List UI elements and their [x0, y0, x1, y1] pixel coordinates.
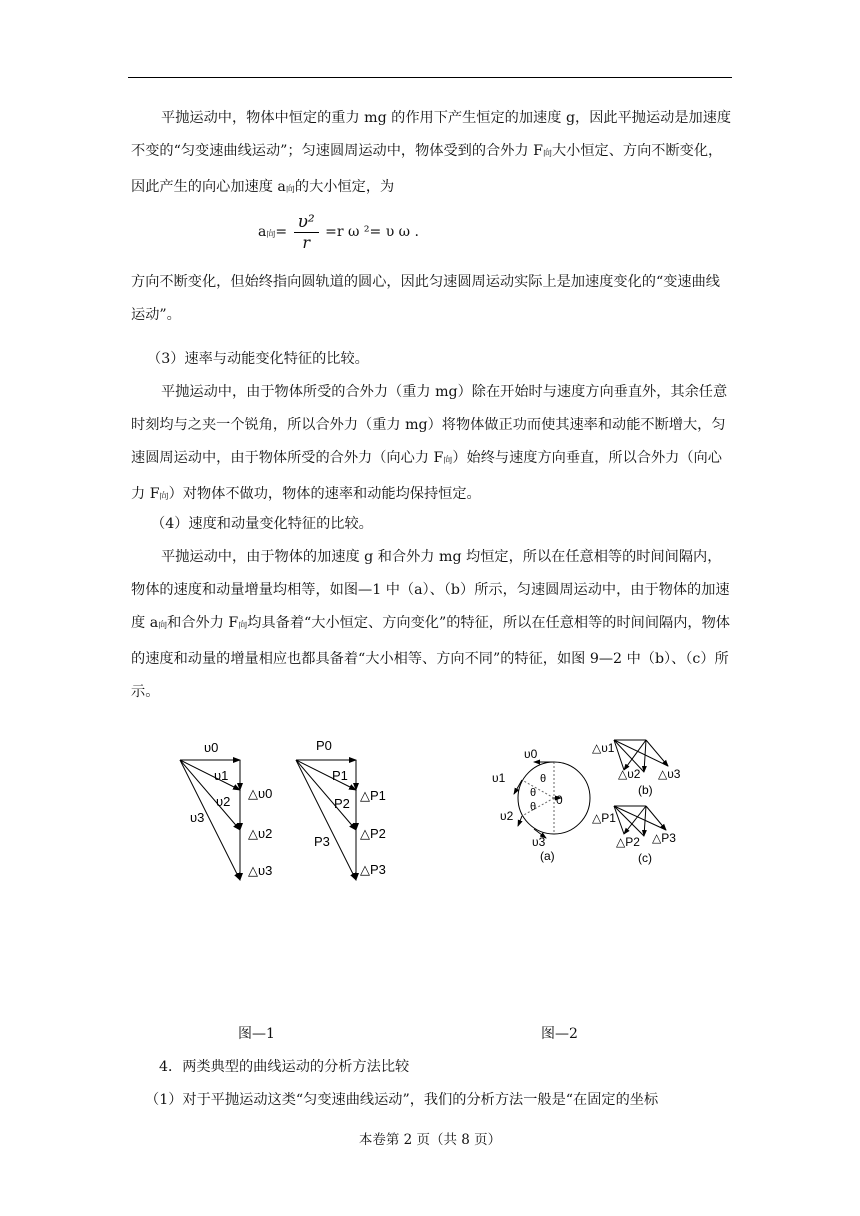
label-a-v1: υ1	[492, 771, 506, 785]
heading-3: （3）速率与动能变化特征的比较。	[147, 351, 369, 367]
formula: $a_向=$ $\frac{\text{υ²}}{r}$ =r ω ²= υ ω .	[258, 212, 419, 252]
label-b-dv2: △υ2	[618, 767, 641, 781]
paragraph-5: （1）对于平抛运动这类“匀变速曲线运动”，我们的分析方法一般是“在固定的坐标	[145, 1092, 659, 1108]
label-b-dv1: △υ1	[592, 741, 615, 755]
label-dv2: △υ2	[248, 826, 273, 841]
figure-1	[170, 730, 410, 890]
heading-section-4: 4．两类典型的曲线运动的分析方法比较	[159, 1059, 410, 1075]
paragraph-3: 平抛运动中，由于物体所受的合外力（重力 mg）除在开始时与速度方向垂直外，其余任意时刻均与之夹一个锐角，所以合外力（重力 mg）将物体做正功而使其速率和动能不断增大，匀速圆周运动中，由于物体所受的合外力（向心力 $F_向$）始终与速度方向垂直，所以合外力（向心力 $F_向$）对物体不做功，物体的速率和动能均保持恒定。	[131, 384, 728, 502]
label-c-dp2: △P2	[616, 835, 640, 849]
label-a-center: 0	[556, 793, 563, 807]
label-dp2: △P2	[360, 826, 386, 841]
label-a-v3: υ3	[532, 835, 546, 849]
label-a-theta3: θ	[530, 801, 537, 813]
label-v1: υ1	[214, 768, 229, 783]
label-dv0: △υ0	[248, 786, 273, 801]
label-a-v0: υ0	[524, 747, 538, 761]
paragraph-2: 方向不断变化，但始终指向圆轨道的圆心，因此匀速圆周运动实际上是加速度变化的“变速曲线运动”。	[131, 274, 720, 323]
figure-2	[486, 730, 726, 880]
page-footer: 本卷第 2 页（共 8 页）	[358, 1132, 502, 1148]
heading-4: （4）速度和动量变化特征的比较。	[151, 516, 373, 532]
label-a-part: (a)	[540, 849, 555, 863]
paragraph-4: 平抛运动中，由于物体的加速度 g 和合外力 mg 均恒定，所以在任意相等的时间间隔内，物体的速度和动量增量均相等，如图—1 中（a）、（b）所示，匀速圆周运动中，由于物体的加速度 $a_向$和合外力 $F_向$均具备着“大小恒定、方向变化”的特征，所以在任意相等的时间间隔内，物体的速度和动量的增量相应也都具备着“大小相等、方向不同”的特征，如图 9—2 中（b）、（c）所示。	[131, 549, 730, 700]
label-a-theta2: θ	[530, 787, 537, 799]
label-p0: P0	[316, 738, 332, 753]
label-dp3: △P3	[360, 862, 386, 877]
fraction: $\frac{\text{υ²}}{r}$	[294, 212, 319, 252]
label-b-dv3: △υ3	[658, 767, 681, 781]
label-p2: P2	[334, 796, 350, 811]
label-dp1: △P1	[360, 788, 386, 803]
label-c-part: (c)	[638, 851, 652, 865]
label-a-v2: υ2	[500, 809, 514, 823]
label-p1: P1	[332, 768, 348, 783]
label-dv3: △υ3	[248, 863, 273, 878]
figure-1-caption: 图—1	[238, 1026, 275, 1042]
label-v0: υ0	[204, 740, 219, 755]
label-b-part: (b)	[638, 783, 653, 797]
label-v2: υ2	[216, 794, 231, 809]
label-c-dp3: △P3	[652, 831, 676, 845]
figure-2-caption: 图—2	[541, 1026, 578, 1042]
header-rule	[128, 77, 732, 78]
label-v3: υ3	[190, 810, 205, 825]
label-c-dp1: △P1	[592, 811, 616, 825]
label-p3: P3	[314, 834, 330, 849]
label-a-theta1: θ	[540, 773, 547, 785]
paragraph-1: 平抛运动中，物体中恒定的重力 mg 的作用下产生恒定的加速度 g，因此平抛运动是加速度不变的“匀变速曲线运动”；匀速圆周运动中，物体受到的合外力 $F_向$大小恒定、方向不断变化，因此产生的向心加速度 $a_向$的大小恒定，为	[131, 110, 732, 195]
